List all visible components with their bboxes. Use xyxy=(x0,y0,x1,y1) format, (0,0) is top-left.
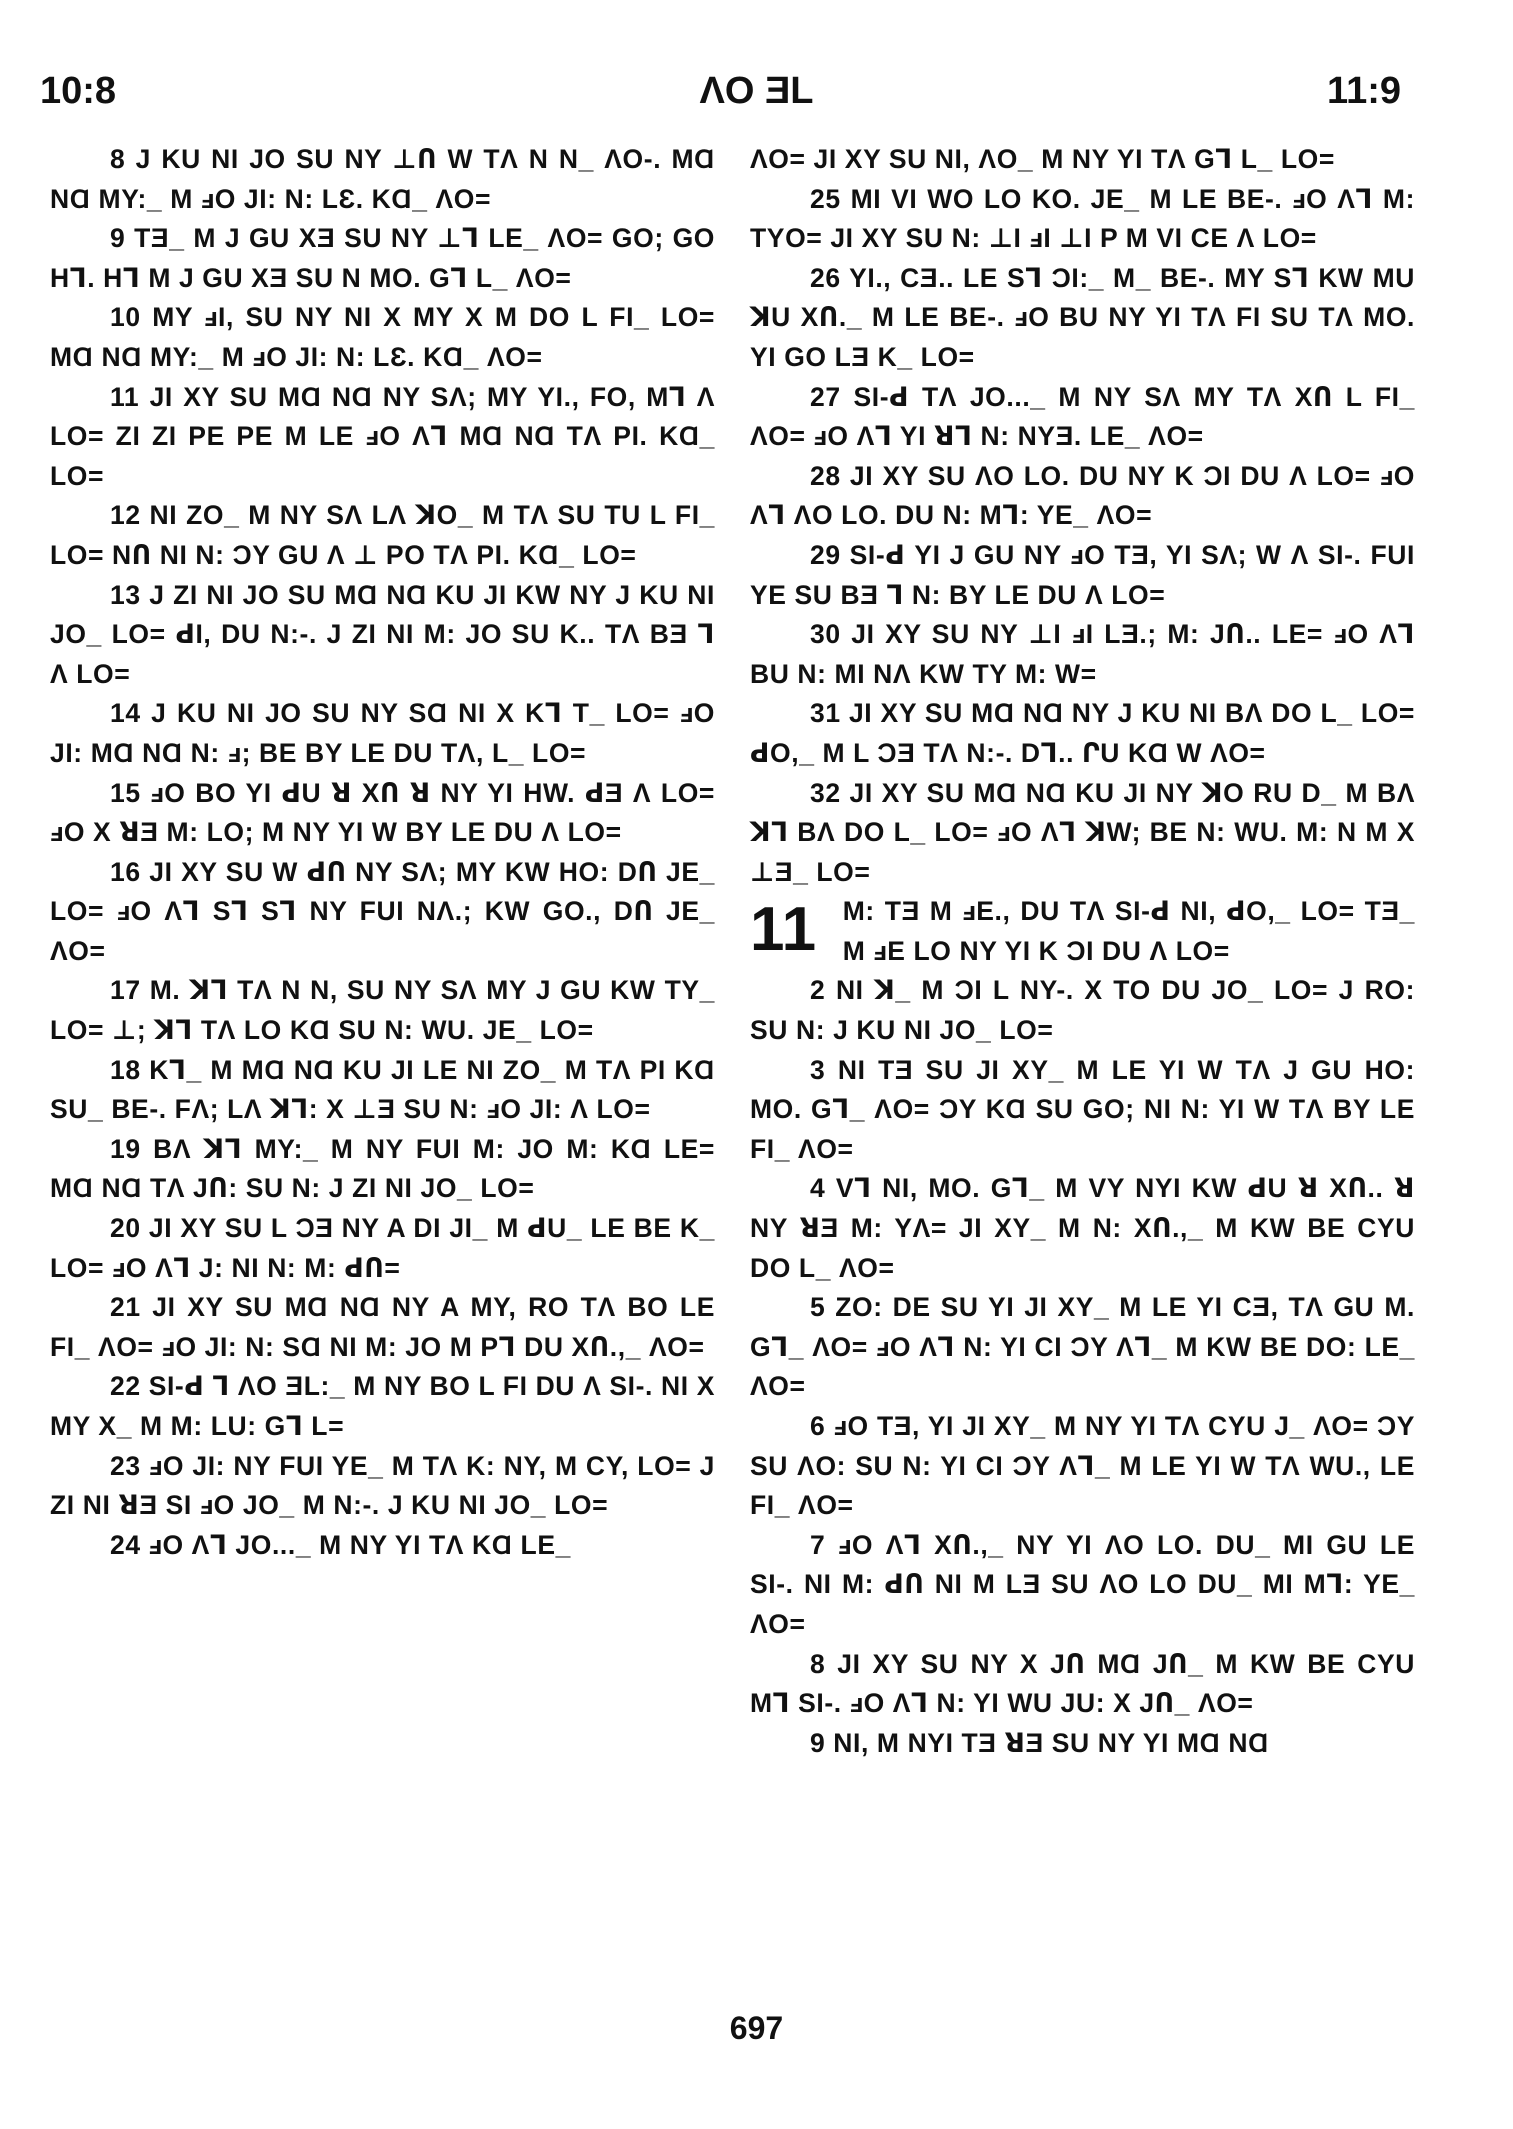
verse-paragraph: 19 BɅ ꓘꞀ MY:_ M NY FUI M: JO M: KⱭ LE= MⱭ NⱭ TɅ JՈ: SU N: J ZI NI JO_ LO= xyxy=(50,1133,715,1204)
left-text-column xyxy=(50,140,715,1565)
verse-paragraph: 8 J KU NI JO SU NY ⊥Ո W TɅ N N_ ɅO-. MⱭ NⱭ MY:_ M ⅎO JI: N: LƐ. KⱭ_ ɅO= xyxy=(50,144,715,214)
chapter-start xyxy=(750,892,1415,971)
header-left-reference: 10:8 xyxy=(40,70,117,112)
verse-paragraph: 29 SI-ꓒ YI J GU NY ⅎO TƎ, YI SɅ; W Ʌ SI-. FUI YE SU BƎ Ꞁ N: BY LE DU Ʌ LO= xyxy=(750,539,1415,610)
verse-paragraph: 27 SI-ꓒ TɅ JO..._ M NY SɅ MY TɅ XՈ L FI_ ɅO= ⅎO ɅꞀ YI ꓤꞀ N: NYƎ. LE_ ɅO= xyxy=(750,381,1415,452)
running-header xyxy=(0,70,1513,130)
verse-paragraph: 9 NI, M NYI TƎ ꓤƎ SU NY YI MⱭ NⱭ xyxy=(810,1727,1269,1758)
verse-paragraph: 10 MY ⅎI, SU NY NI X MY X M DO L FI_ LO= MⱭ NⱭ MY:_ M ⅎO JI: N: LƐ. KⱭ_ ɅO= xyxy=(50,302,715,372)
verse-paragraph: 25 MI VI WO LO KO. JE_ M LE BE-. ⅎO ɅꞀ M: TYO= JI XY SU N: ⊥I ⅎI ⊥I P M VI CE Ʌ LO= xyxy=(750,183,1415,254)
verse-paragraph: 9 TƎ_ M J GU XƎ SU NY ⊥Ꞁ LE_ ɅO= GO; GO HꞀ. HꞀ M J GU XƎ SU N MO. GꞀ L_ ɅO= xyxy=(50,223,715,293)
verse-paragraph: ɅO= JI XY SU NI, ɅO_ M NY YI TɅ GꞀ L_ LO= xyxy=(750,144,1335,174)
header-book-title: ɅO ƎL xyxy=(699,70,814,112)
verse-paragraph: 22 SI-ꓒ Ꞁ ɅO ƎL:_ M NY BO L FI DU Ʌ SI-. NI X MY X_ M M: LU: GꞀ L= xyxy=(50,1371,715,1441)
verse-paragraph: 5 ZO: DE SU YI JI XY_ M LE YI CƎ, TɅ GU M. GꞀ_ ɅO= ⅎO ɅꞀ N: YI CI ƆY ɅꞀ_ M KW BE DO: LE_ ɅO= xyxy=(750,1292,1415,1402)
verse-paragraph: 11 JI XY SU MⱭ NⱭ NY SɅ; MY YI., FO, MꞀ Ʌ LO= ZI ZI PE PE M LE ⅎO ɅꞀ MⱭ NⱭ TɅ PI. KⱭ_ LO= xyxy=(50,381,715,491)
verse-paragraph: 14 J KU NI JO SU NY SⱭ NI X KꞀ T_ LO= ⅎO JI: MⱭ NⱭ N: ⅎ; BE BY LE DU TɅ, L_ LO= xyxy=(50,698,715,768)
verse-paragraph: 2 NI ꓘ_ M ƆI L NY-. X TO DU JO_ LO= J RO: SU N: J KU NI JO_ LO= xyxy=(750,975,1415,1046)
header-right-reference: 11:9 xyxy=(1327,70,1401,112)
verse-paragraph: 6 ⅎO TƎ, YI JI XY_ M NY YI TɅ CYU J_ ɅO= ƆY SU ɅO: SU N: YI CI ƆY ɅꞀ_ M LE YI W TɅ WU., LE FI_ ɅO= xyxy=(750,1411,1415,1521)
verse-paragraph: 3 NI TƎ SU JI XY_ M LE YI W TɅ J GU HO: MO. GꞀ_ ɅO= ƆY KⱭ SU GO; NI N: YI W TɅ BY LE FI_ ɅO= xyxy=(750,1054,1415,1164)
verse-paragraph: 30 JI XY SU NY ⊥I ⅎI LƎ.; M: JՈ.. LE= ⅎO ɅꞀ BU N: MI NɅ KW TY M: W= xyxy=(750,619,1415,689)
verse-paragraph: 24 ⅎO ɅꞀ JO..._ M NY YI TɅ KⱭ LE_ xyxy=(110,1529,571,1560)
verse-paragraph: 8 JI XY SU NY X JՈ MⱭ JՈ_ M KW BE CYU MꞀ SI-. ⅎO ɅꞀ N: YI WU JU: X JՈ_ ɅO= xyxy=(750,1648,1415,1719)
verse-text: M: TƎ M ⅎE., DU TɅ SI-ꓒ NI, ꓒO,_ LO= TƎ_ M ⅎE LO NY YI K ƆI DU Ʌ LO= xyxy=(842,896,1415,966)
verse-paragraph: 23 ⅎO JI: NY FUI YE_ M TɅ K: NY, M CY, LO= J ZI NI ꓤƎ SI ⅎO JO_ M N:-. J KU NI JO_ LO= xyxy=(50,1450,715,1521)
verse-paragraph: 26 YI., CƎ.. LE SꞀ ƆI:_ M_ BE-. MY SꞀ KW MU ꓘU XՈ._ M LE BE-. ⅎO BU NY YI TɅ FI SU TɅ MO. YI GO LƎ K_ LO= xyxy=(750,262,1415,372)
verse-paragraph: 13 J ZI NI JO SU MⱭ NⱭ KU JI KW NY J KU NI JO_ LO= ꓒI, DU N:-. J ZI NI M: JO SU K.. TɅ BƎ Ꞁ Ʌ LO= xyxy=(50,579,715,689)
verse-paragraph: 28 JI XY SU ɅO LO. DU NY K ƆI DU Ʌ LO= ⅎO ɅꞀ ɅO LO. DU N: MꞀ: YE_ ɅO= xyxy=(750,460,1415,531)
verse-paragraph: 7 ⅎO ɅꞀ XՈ.,_ NY YI ɅO LO. DU_ MI GU LE SI-. NI M: ꓒՈ NI M LƎ SU ɅO LO DU_ MI MꞀ: YE_ ɅO= xyxy=(750,1529,1415,1639)
right-text-column xyxy=(750,140,1415,1763)
verse-paragraph: 31 JI XY SU MⱭ NⱭ NY J KU NI BɅ DO L_ LO= ꓒO,_ M L ƆƎ TɅ N:-. DꞀ.. ՐU KⱭ W ɅO= xyxy=(750,698,1415,768)
verse-paragraph: 12 NI ZO_ M NY SɅ LɅ ꓘO_ M TɅ SU TU L FI_ LO= NՈ NI N: ƆY GU Ʌ ⊥ PO TɅ PI. KⱭ_ LO= xyxy=(50,500,715,570)
verse-paragraph: 32 JI XY SU MⱭ NⱭ KU JI NY ꓘO RU D_ M BɅ ꓘꞀ BɅ DO L_ LO= ⅎO ɅꞀ ꓘW; BE N: WU. M: N M X ⊥Ǝ_ LO= xyxy=(750,777,1415,887)
verse-paragraph: 15 ⅎO BO YI ꓒU ꓤ XՈ ꓤ NY YI HW. ꓒƎ Ʌ LO= ⅎO X ꓤƎ M: LO; M NY YI W BY LE DU Ʌ LO= xyxy=(50,777,715,848)
verse-paragraph: 16 JI XY SU W ꓒՈ NY SɅ; MY KW HO: DՈ JE_ LO= ⅎO ɅꞀ SꞀ SꞀ NY FUI NɅ.; KW GO., DՈ JE_ ɅO= xyxy=(50,856,715,966)
verse-paragraph: 18 KꞀ_ M MⱭ NⱭ KU JI LE NI ZO_ M TɅ PI KⱭ SU_ BE-. FɅ; LɅ ꓘꞀ: X ⊥Ǝ SU N: ⅎO JI: Ʌ LO= xyxy=(50,1054,715,1125)
verse-paragraph: 21 JI XY SU MⱭ NⱭ NY A MY, RO TɅ BO LE FI_ ɅO= ⅎO JI: N: SⱭ NI M: JO M PꞀ DU XՈ.,_ ɅO= xyxy=(50,1292,715,1362)
page-number: 697 xyxy=(729,2010,784,2046)
chapter-number: 11 xyxy=(750,895,817,965)
verse-paragraph: 20 JI XY SU L ƆƎ NY A DI JI_ M ꓒU_ LE BE K_ LO= ⅎO ɅꞀ J: NI N: M: ꓒՈ= xyxy=(50,1213,715,1283)
verse-paragraph: 17 M. ꓘꞀ TɅ N N, SU NY SɅ MY J GU KW TY_ LO= ⊥; ꓘꞀ TɅ LO KⱭ SU N: WU. JE_ LO= xyxy=(50,975,715,1046)
verse-paragraph: 4 VꞀ NI, MO. GꞀ_ M VY NYI KW ꓒU ꓤ XՈ.. ꓤ NY ꓤƎ M: YɅ= JI XY_ M N: XՈ.,_ M KW BE CYU DO L_ ɅO= xyxy=(750,1173,1415,1283)
